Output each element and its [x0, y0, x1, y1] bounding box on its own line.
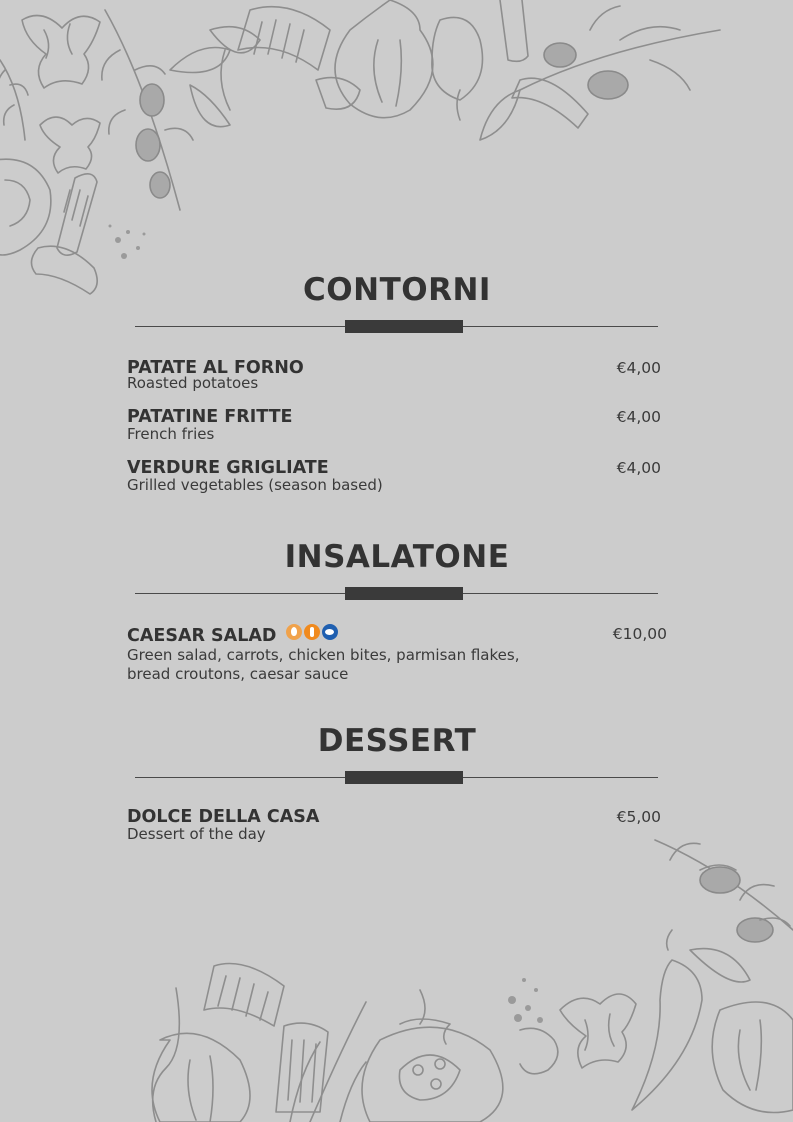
pasta-icon [31, 174, 97, 294]
section-dessert [127, 723, 667, 853]
pasta-tube-icon [500, 0, 588, 128]
olive-branch-icon [480, 6, 720, 140]
item-description: Dessert of the day [127, 825, 266, 843]
item-price: €4,00 [616, 459, 661, 477]
section-title: INSALATONE [284, 539, 510, 575]
item-description: Grilled vegetables (season based) [127, 476, 383, 494]
fish-icon [322, 624, 338, 640]
pepper-icon [432, 18, 483, 121]
item-name: DOLCE DELLA CASA [127, 807, 320, 827]
item-name-row [127, 624, 667, 646]
milk-icon [304, 624, 320, 640]
menu-item [127, 458, 667, 495]
section-insalatone [127, 539, 667, 689]
item-price: €5,00 [616, 808, 661, 826]
section-divider [135, 771, 658, 785]
item-description: Roasted potatoes [127, 374, 259, 392]
item-description: Green salad, carrots, chicken bites, parmisan flakes, bread croutons, caesar sauce [127, 646, 520, 683]
pasta-tube-icon [238, 7, 330, 70]
item-name: VERDURE GRIGLIATE [127, 458, 329, 478]
item-name: PATATE AL FORNO [127, 358, 304, 378]
pasta-bow-icon [22, 16, 100, 89]
spice-dots-icon [508, 978, 543, 1023]
garlic-icon [316, 0, 433, 118]
herb-stalks-icon [290, 1002, 366, 1122]
menu-item [127, 807, 667, 844]
menu-item [127, 407, 667, 444]
item-name: CAESAR SALAD [127, 626, 277, 646]
section-divider [135, 587, 658, 601]
allergen-icons [286, 624, 338, 640]
spice-dots-icon [109, 225, 146, 260]
item-price: €4,00 [616, 359, 661, 377]
garlic-icon [690, 949, 793, 1113]
pasta-tube-icon [204, 964, 328, 1113]
tomato-slice-icon [0, 159, 51, 255]
herb-branch-icon [0, 60, 28, 140]
garlic-icon [152, 988, 250, 1122]
basil-leaves-icon [170, 27, 260, 127]
menu-item [127, 624, 667, 684]
section-contorni [127, 272, 667, 502]
item-price: €10,00 [612, 625, 667, 643]
pasta-bow-icon [560, 994, 636, 1068]
section-title: CONTORNI [303, 272, 491, 308]
item-price: €4,00 [616, 408, 661, 426]
olive-branch-icon [102, 10, 193, 210]
menu-item [127, 358, 667, 393]
tomato-icon [362, 990, 503, 1122]
section-divider [135, 320, 658, 334]
pasta-bow-icon [520, 1028, 558, 1073]
section-title: DESSERT [317, 723, 477, 759]
pasta-bow-icon [40, 117, 100, 173]
item-name: PATATINE FRITTE [127, 407, 293, 427]
chili-pepper-icon [632, 930, 702, 1110]
olive-branch-icon [655, 840, 793, 942]
egg-icon [286, 624, 302, 640]
item-description: French fries [127, 425, 215, 443]
